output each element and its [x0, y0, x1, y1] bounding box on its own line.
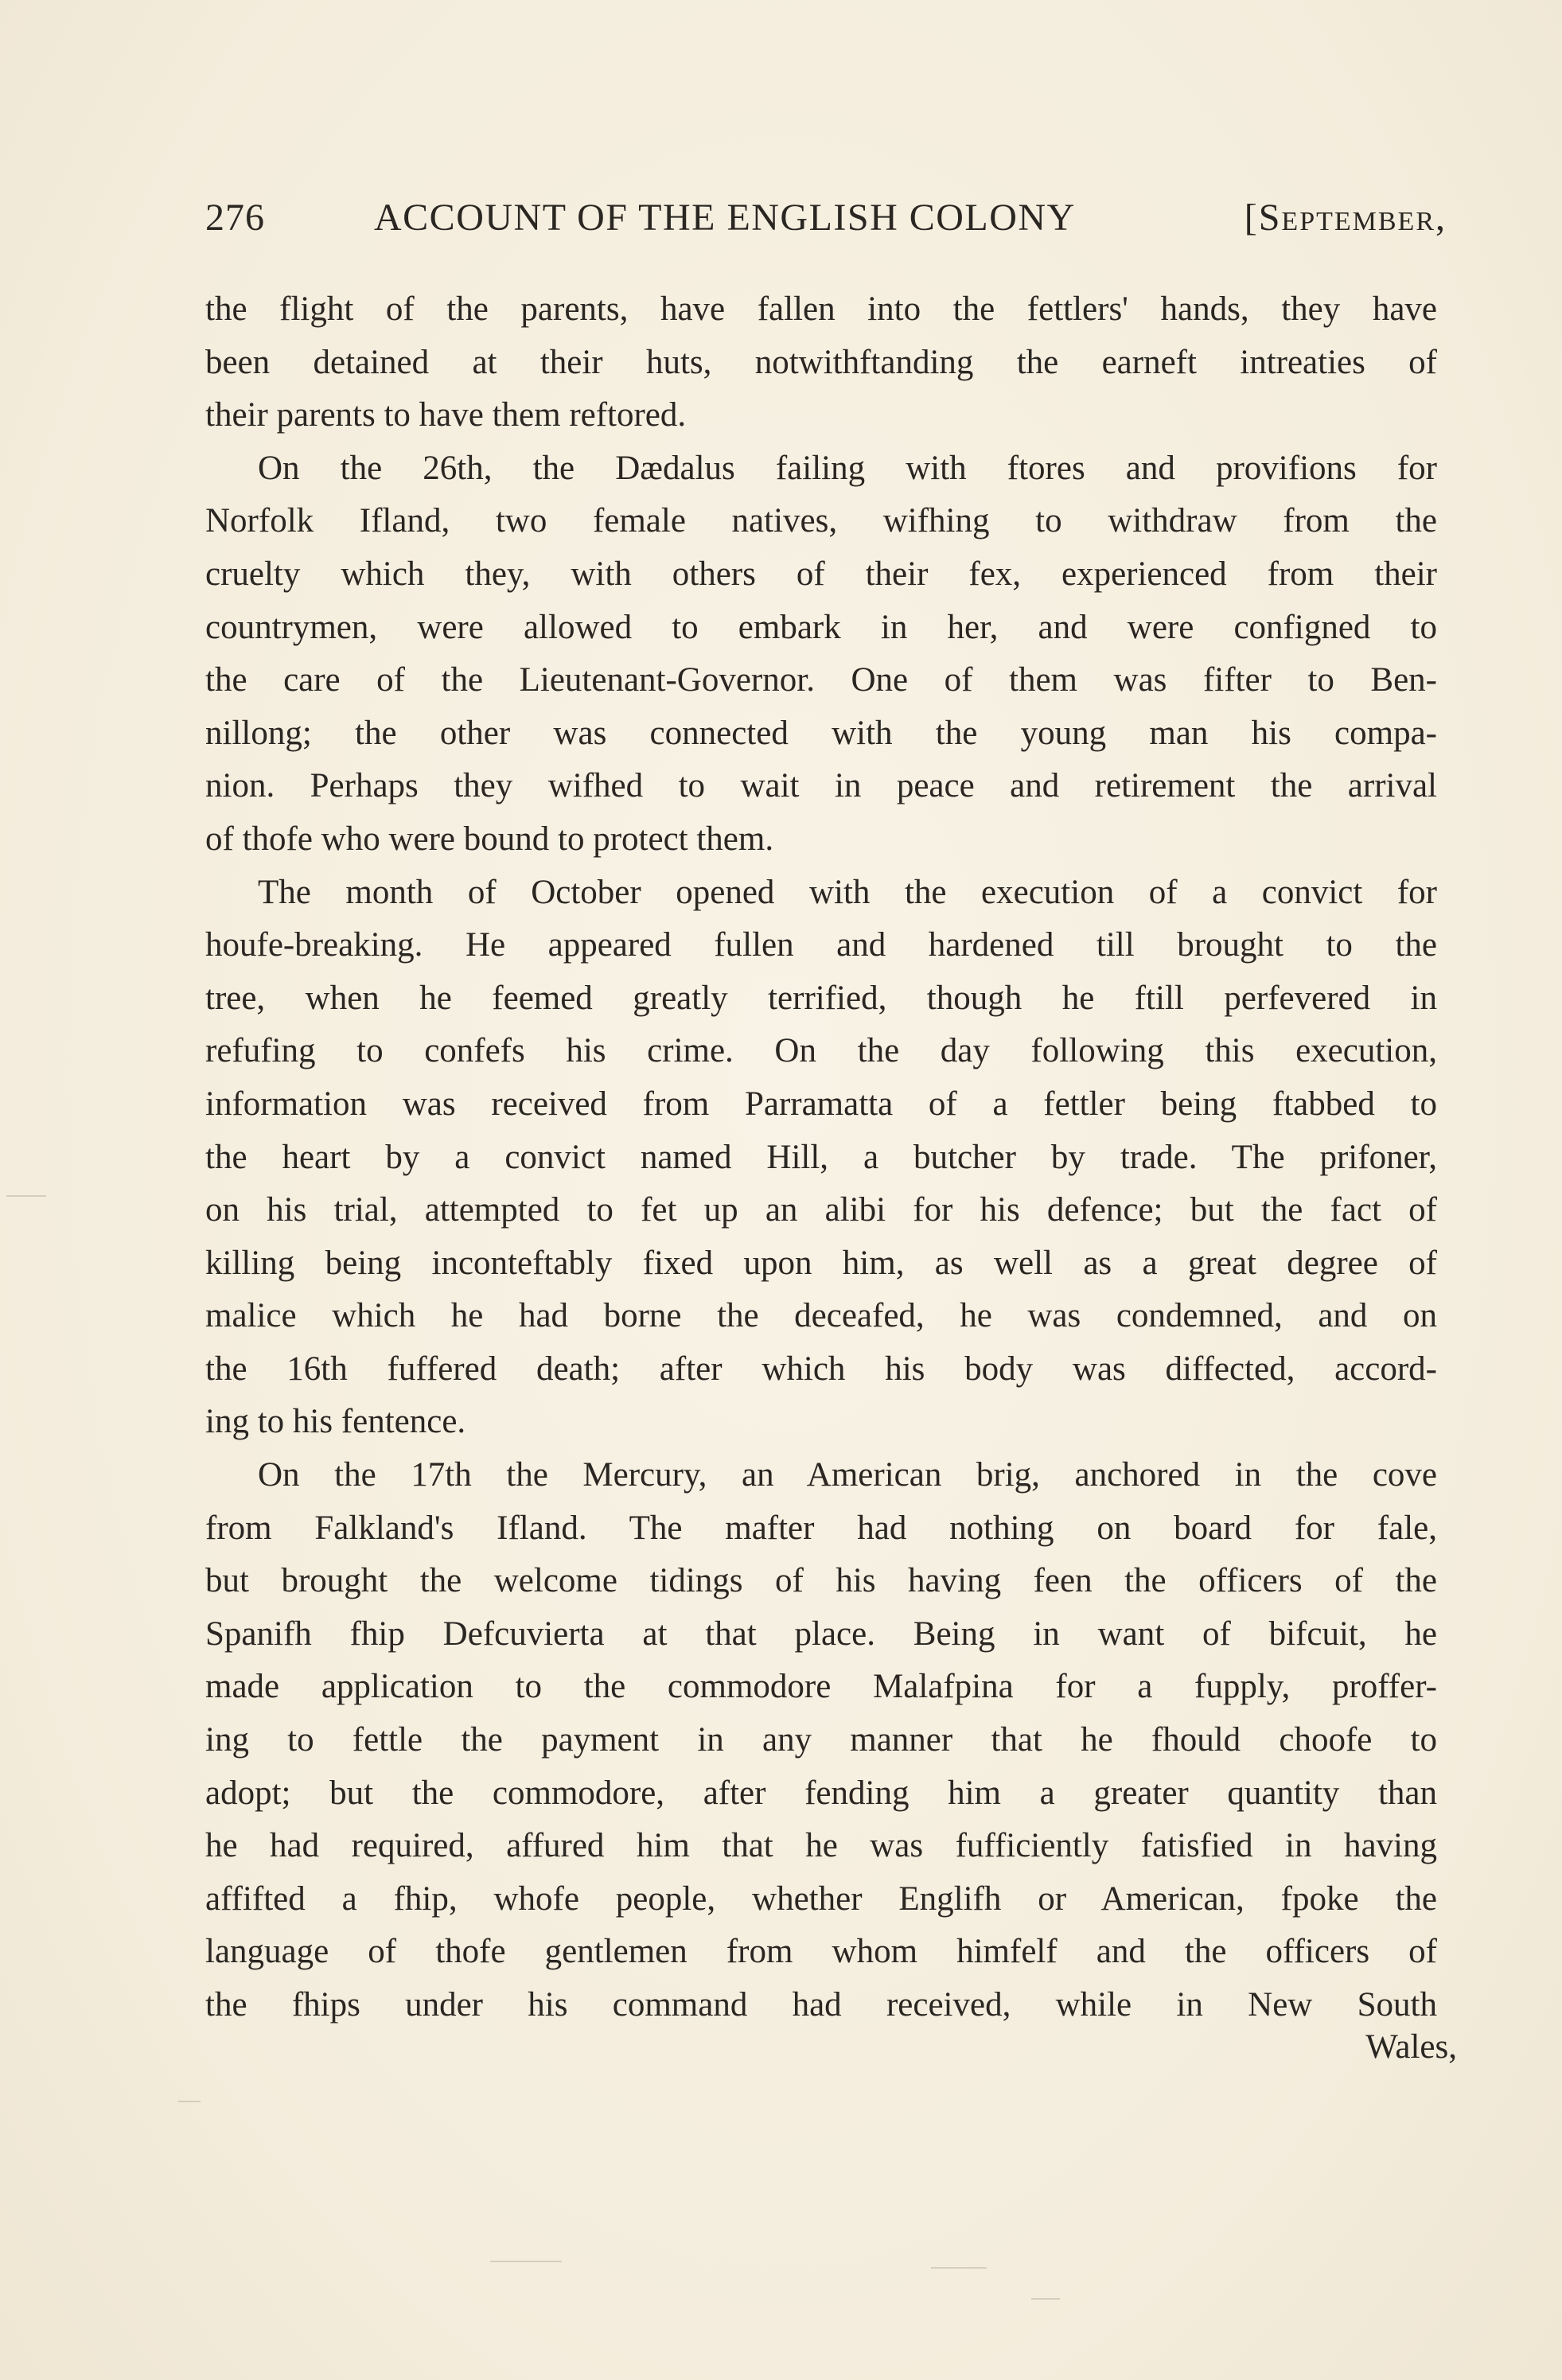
text-line: the care of the Lieutenant-Governor. One of them was fifter to Ben-	[205, 661, 1437, 699]
text-line: Spanifh fhip Defcuvierta at that place. Being in want of bifcuit, he	[205, 1615, 1437, 1653]
margin-mark	[6, 1195, 46, 1197]
text-line: the 16th fuffered death; after which his body was diffected, accord-	[205, 1350, 1437, 1388]
text-line: killing being inconteftably fixed upon him, as well as a great degree of	[205, 1244, 1437, 1282]
text-line: Norfolk Ifland, two female natives, wifhing to withdraw from the	[205, 502, 1437, 540]
text-line: cruelty which they, with others of their fex, experienced from their	[205, 555, 1437, 593]
text-line: the heart by a convict named Hill, a butcher by trade. The prifoner,	[205, 1138, 1437, 1176]
text-line: language of thofe gentlemen from whom himfelf and the officers of	[205, 1933, 1437, 1971]
text-line: The month of October opened with the execution of a convict for	[258, 873, 1437, 911]
text-line: malice which he had borne the deceafed, he was condemned, and on	[205, 1297, 1437, 1335]
text-line: their parents to have them reftored.	[205, 396, 687, 434]
text-line: tree, when he feemed greatly terrified, though he ftill perfevered in	[205, 979, 1437, 1017]
text-line: On the 17th the Mercury, an American brig, anchored in the cove	[258, 1456, 1437, 1494]
text-line: information was received from Parramatta of a fettler being ftabbed to	[205, 1085, 1437, 1123]
text-line: nion. Perhaps they wifhed to wait in peace and retirement the arrival	[205, 767, 1437, 805]
text-line: affifted a fhip, whofe people, whether Englifh or American, fpoke the	[205, 1879, 1437, 1918]
text-line: adopt; but the commodore, after fending him a greater quantity than	[205, 1774, 1437, 1812]
page-blemish	[178, 2101, 201, 2102]
page-blemish	[931, 2267, 987, 2269]
text-line: from Falkland's Ifland. The mafter had nothing on board for fale,	[205, 1509, 1437, 1547]
text-line: nillong; the other was connected with the young man his compa-	[205, 714, 1437, 752]
text-line: refufing to confefs his crime. On the day following this execution,	[205, 1032, 1437, 1070]
page-blemish	[490, 2261, 562, 2262]
running-title: ACCOUNT OF THE ENGLISH COLONY	[374, 197, 1076, 239]
text-line: on his trial, attempted to fet up an alibi for his defence; but the fact of	[205, 1191, 1437, 1229]
text-line: countrymen, were allowed to embark in her, and were configned to	[205, 608, 1437, 646]
text-line: ing to fettle the payment in any manner that he fhould choofe to	[205, 1721, 1437, 1759]
text-line: of thofe who were bound to protect them.	[205, 820, 774, 858]
running-header	[205, 196, 1447, 251]
catchword: Wales,	[1365, 2028, 1457, 2066]
page-number: 276	[205, 197, 265, 239]
text-line: the flight of the parents, have fallen into the fettlers' hands, they have	[205, 290, 1437, 328]
running-month: [September,	[1244, 197, 1447, 239]
body-text	[205, 283, 1437, 2032]
text-line: ing to his fentence.	[205, 1403, 466, 1441]
text-line: the fhips under his command had received, while in New South	[205, 1986, 1437, 2024]
text-line: houfe-breaking. He appeared fullen and hardened till brought to the	[205, 926, 1437, 964]
text-line: made application to the commodore Malafpina for a fupply, proffer-	[205, 1668, 1437, 1706]
text-line: been detained at their huts, notwithftanding the earneft intreaties of	[205, 343, 1437, 381]
text-line: On the 26th, the Dædalus failing with ftores and provifions for	[258, 449, 1437, 487]
text-line: but brought the welcome tidings of his having feen the officers of the	[205, 1562, 1437, 1600]
page-blemish	[1031, 2298, 1060, 2300]
text-line: he had required, affured him that he was fufficiently fatisfied in having	[205, 1827, 1437, 1865]
